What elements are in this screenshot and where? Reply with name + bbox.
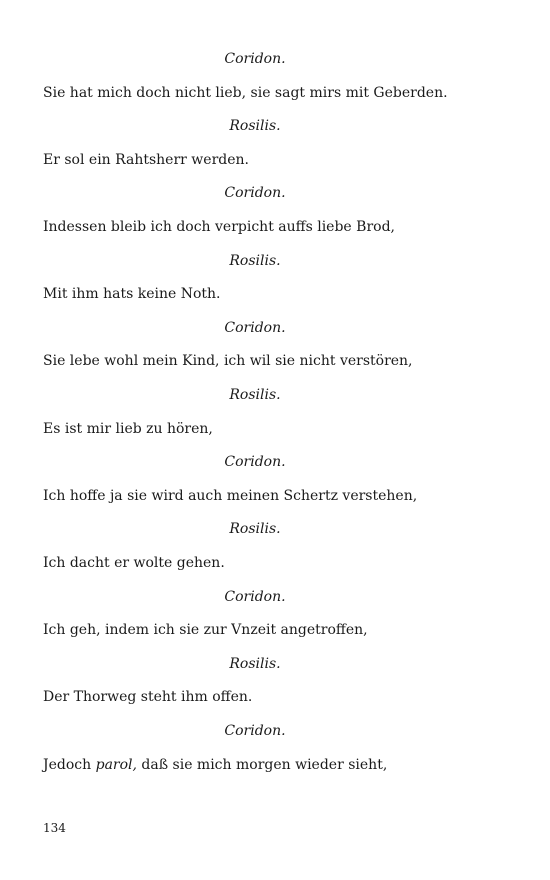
verse-line (43, 756, 387, 774)
speaker-name: Coridon. (224, 589, 286, 605)
verse-line: Der Thorweg steht ihm offen. (43, 689, 253, 705)
verse-line: Ich dacht er wolte gehen. (43, 555, 225, 571)
verse-line: Sie lebe wohl mein Kind, ich wil sie nicht verstören, (43, 353, 413, 369)
verse-line: Sie hat mich doch nicht lieb, sie sagt mirs mit Geberden. (43, 85, 448, 101)
speaker-name: Rosilis. (229, 118, 281, 134)
speaker-name: Coridon. (224, 320, 286, 336)
verse-line: Er sol ein Rahtsherr werden. (43, 152, 249, 168)
speaker-name: Rosilis. (229, 656, 281, 672)
speaker-name: Coridon. (224, 185, 286, 201)
verse-line: Indessen bleib ich doch verpicht auffs liebe Brod, (43, 219, 395, 235)
verse-line: Ich geh, indem ich sie zur Vnzeit angetroffen, (43, 622, 368, 638)
verse-italic-word: parol, (95, 757, 137, 773)
page-number: 134 (43, 821, 66, 835)
speaker-name: Coridon. (224, 454, 286, 470)
verse-line: Es ist mir lieb zu hören, (43, 421, 213, 437)
verse-text: Jedoch (43, 757, 96, 773)
verse-line: Mit ihm hats keine Noth. (43, 286, 221, 302)
speaker-name: Coridon. (224, 51, 286, 67)
speaker-name: Rosilis. (229, 387, 281, 403)
verse-line: Ich hoffe ja sie wird auch meinen Schertz verstehen, (43, 488, 418, 504)
speaker-name: Coridon. (224, 723, 286, 739)
verse-text: daß sie mich morgen wieder sieht, (136, 757, 388, 773)
speaker-name: Rosilis. (229, 253, 281, 269)
speaker-name: Rosilis. (229, 521, 281, 537)
